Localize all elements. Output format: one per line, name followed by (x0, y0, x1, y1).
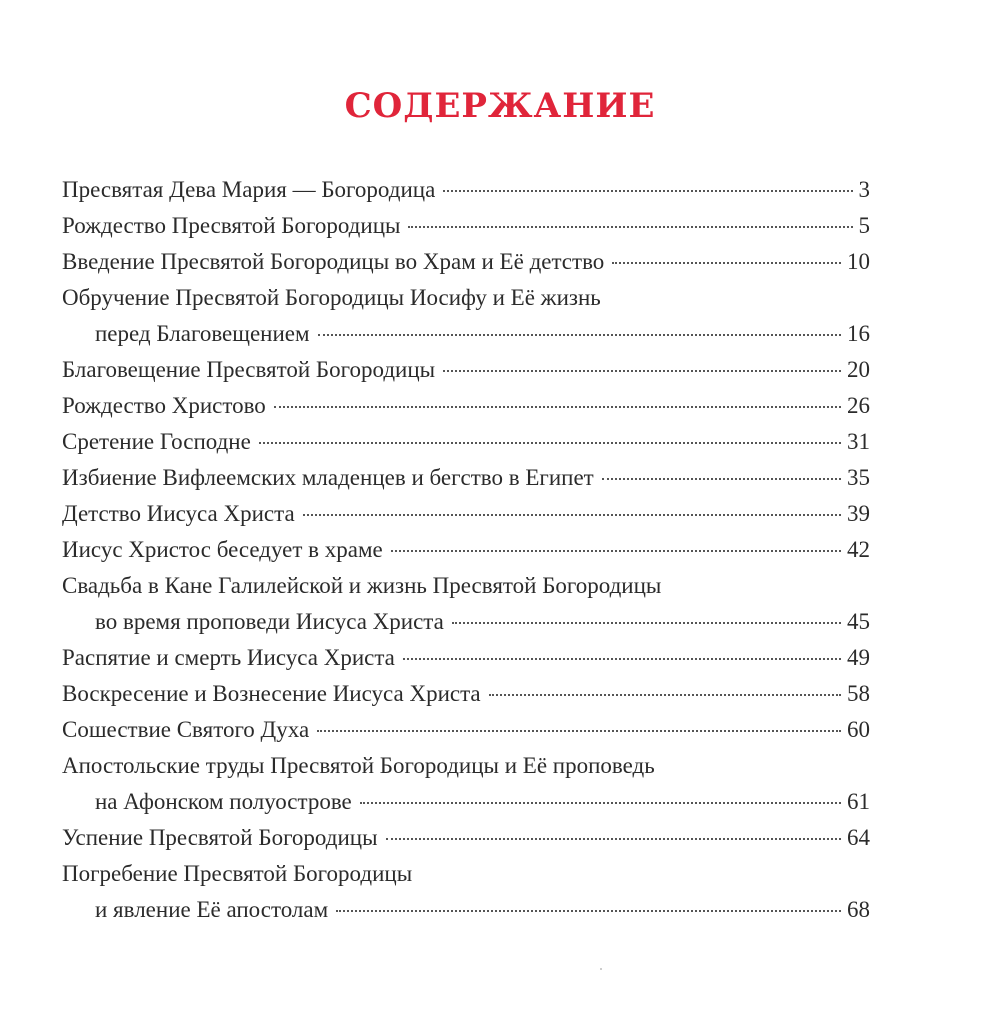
toc-entry-title: Сошествие Святого Духа (62, 717, 310, 742)
toc-page-number: 64 (847, 825, 870, 850)
toc-entry-title: Сретение Господне (62, 429, 251, 454)
toc-entry-line (62, 388, 870, 424)
toc-page-number: 5 (858, 213, 870, 238)
page-title: СОДЕРЖАНИЕ (344, 86, 656, 126)
dot-leader (318, 334, 841, 336)
dot-leader (391, 550, 841, 552)
toc-entry-line (62, 460, 870, 496)
toc-entry-title: и явление Её апостолам (95, 897, 329, 922)
toc-entry-title: Введение Пресвятой Богородицы во Храм и Её детство (62, 249, 605, 274)
toc-entry-line (62, 532, 870, 568)
dot-leader (443, 370, 841, 372)
dot-leader (274, 406, 841, 408)
dot-leader (303, 514, 841, 516)
toc-entry (62, 388, 870, 424)
dot-leader (259, 442, 841, 444)
toc-entry-title: Апостольские труды Пресвятой Богородицы и Её проповедь (62, 753, 655, 778)
dot-leader (489, 694, 841, 696)
toc-entry-title: Иисус Христос беседует в храме (62, 537, 383, 562)
toc-entry-line (62, 784, 870, 820)
toc-entry (62, 496, 870, 532)
toc-entry-title: Обручение Пресвятой Богородицы Иосифу и Её жизнь (62, 285, 601, 310)
toc-page-number: 3 (858, 177, 870, 202)
toc-entry-line (62, 856, 870, 892)
toc-entry-title: Рождество Христово (62, 393, 266, 418)
toc-page-number: 58 (847, 681, 870, 706)
toc-page-number: 45 (847, 609, 870, 634)
toc-entry-title: на Афонском полуострове (95, 789, 352, 814)
toc-entry-line (62, 352, 870, 388)
toc-entry-line (62, 820, 870, 856)
toc-entry-line (62, 892, 870, 928)
toc-entry-line (62, 244, 870, 280)
toc-entry (62, 856, 870, 928)
table-of-contents (62, 172, 870, 928)
toc-page-number: 31 (847, 429, 870, 454)
print-speck (600, 968, 602, 970)
toc-entry-title: Распятие и смерть Иисуса Христа (62, 645, 395, 670)
toc-entry-line (62, 640, 870, 676)
toc-page-number: 49 (847, 645, 870, 670)
toc-page-number: 68 (847, 897, 870, 922)
dot-leader (452, 622, 841, 624)
toc-entry (62, 424, 870, 460)
toc-entry (62, 640, 870, 676)
dot-leader (408, 226, 852, 228)
toc-entry (62, 208, 870, 244)
toc-page-number: 60 (847, 717, 870, 742)
toc-entry-line (62, 172, 870, 208)
toc-entry (62, 676, 870, 712)
toc-page-number: 42 (847, 537, 870, 562)
toc-entry-line (62, 604, 870, 640)
toc-entry-title: Погребение Пресвятой Богородицы (62, 861, 413, 886)
dot-leader (403, 658, 841, 660)
toc-page-number: 26 (847, 393, 870, 418)
toc-entry-title: Избиение Вифлеемских младенцев и бегство в Египет (62, 465, 594, 490)
toc-entry (62, 712, 870, 748)
toc-page-number: 20 (847, 357, 870, 382)
toc-page-number: 35 (847, 465, 870, 490)
toc-entry-line (62, 748, 870, 784)
toc-entry (62, 820, 870, 856)
toc-entry-line (62, 316, 870, 352)
toc-entry (62, 244, 870, 280)
toc-page-number: 61 (847, 789, 870, 814)
toc-page-number: 10 (847, 249, 870, 274)
toc-entry (62, 172, 870, 208)
toc-entry-line (62, 424, 870, 460)
dot-leader (602, 478, 841, 480)
toc-entry-title: Рождество Пресвятой Богородицы (62, 213, 401, 238)
toc-entry-title: во время проповеди Иисуса Христа (95, 609, 444, 634)
toc-entry-title: Воскресение и Вознесение Иисуса Христа (62, 681, 481, 706)
dot-leader (317, 730, 841, 732)
toc-entry-line (62, 712, 870, 748)
dot-leader (336, 910, 841, 912)
dot-leader (386, 838, 841, 840)
toc-entry (62, 568, 870, 640)
dot-leader (443, 190, 852, 192)
toc-entry-line (62, 208, 870, 244)
toc-entry-line (62, 496, 870, 532)
toc-entry (62, 352, 870, 388)
toc-entry-line (62, 280, 870, 316)
toc-entry-line (62, 676, 870, 712)
dot-leader (360, 802, 841, 804)
toc-entry (62, 748, 870, 820)
toc-entry-title: Успение Пресвятой Богородицы (62, 825, 378, 850)
toc-page-number: 16 (847, 321, 870, 346)
toc-entry (62, 460, 870, 496)
toc-entry-title: Благовещение Пресвятой Богородицы (62, 357, 436, 382)
toc-entry-title: Детство Иисуса Христа (62, 501, 295, 526)
dot-leader (612, 262, 841, 264)
toc-entry (62, 280, 870, 352)
toc-entry-title: Свадьба в Кане Галилейской и жизнь Пресвятой Богородицы (62, 573, 662, 598)
toc-entry-title: перед Благовещением (95, 321, 310, 346)
toc-entry-line (62, 568, 870, 604)
toc-entry-title: Пресвятая Дева Мария — Богородица (62, 177, 436, 202)
toc-entry (62, 532, 870, 568)
toc-page-number: 39 (847, 501, 870, 526)
